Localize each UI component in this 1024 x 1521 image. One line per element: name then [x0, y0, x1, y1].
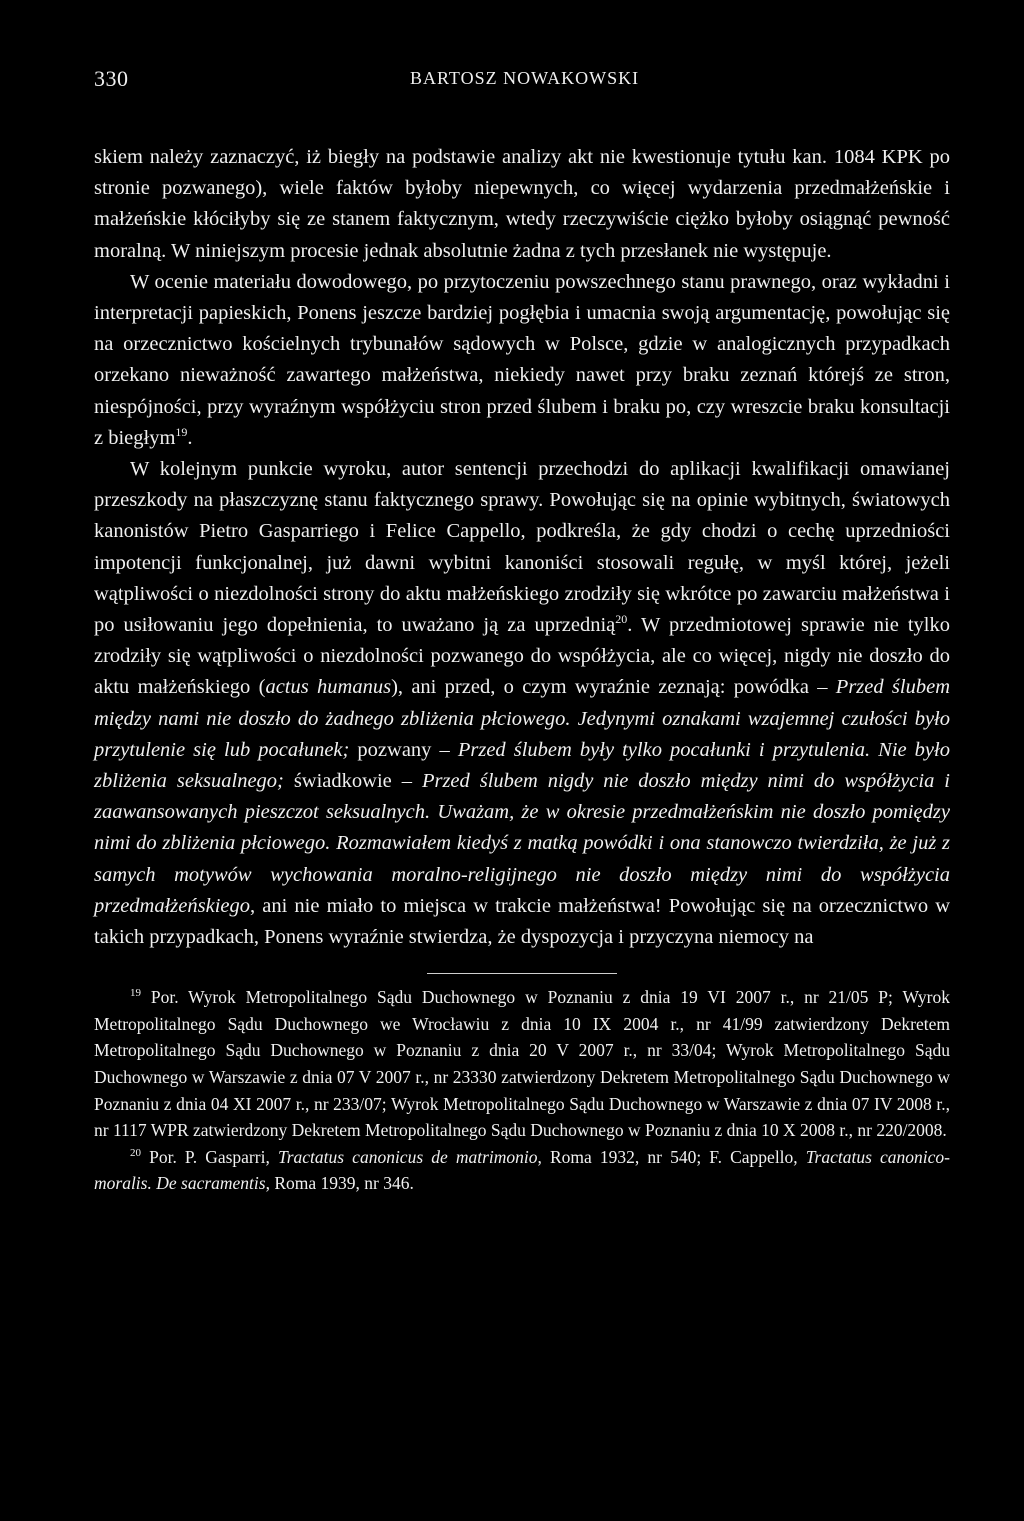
footnote-text: Por. P. Gasparri,	[141, 1146, 278, 1167]
footnote-ref-19[interactable]: 19	[175, 425, 188, 439]
footnote-text: , Roma 1932, nr 540; F. Cappello,	[537, 1146, 806, 1167]
running-title-author: BARTOSZ NOWAKOWSKI	[410, 68, 640, 88]
quote-plaintiff: Przed ślubem między nami nie doszło do żadnego zbliżenia płciowego. Jedynymi oznakami wzajemnej czułości było przytulenie się lub pocałunek;	[94, 676, 951, 761]
book-title: Tractatus canonico-moralis. De sacramentis	[94, 1146, 950, 1194]
footnote-divider	[427, 973, 617, 974]
paragraph-continuation	[94, 142, 950, 267]
quote-respondent: Przed ślubem były tylko pocałunki i przytulenia. Nie było zbliżenia seksualnego;	[94, 738, 950, 793]
latin-term: actus humanus	[265, 676, 392, 699]
paragraph-text: , ani nie miało to miejsca w trakcie małżeństwa! Powołując się na orzecznictwo w takich przypadkach, Ponens wyraźnie stwierdza, że dyspozycja i przyczyna niemocy na	[94, 894, 950, 949]
footnote-text: Por. Wyrok Metropolitalnego Sądu Duchownego w Poznaniu z dnia 19 VI 2007 r., nr 21/05 P; Wyrok Metropolitalnego Sądu Duchownego we Wrocławiu z dnia 10 IX 2004 r., nr 41/99 zatwierdzony Dekretem Metropolitalnego Sądu Duchownego w Poznaniu z dnia 20 V 2007 r., nr 33/04; Wyrok Metropolitalnego Sądu Duchownego w Warszawie z dnia 07 V 2007 r., nr 23330 zatwierdzony Dekretem Metropolitalnego Sądu Duchownego w Poznaniu z dnia 04 XI 2007 r., nr 233/07; Wyrok Metropolitalnego Sądu Duchownego w Warszawie z dnia 07 IV 2008 r., nr 1117 WPR zatwierdzony Dekretem Metropolitalnego Sądu Duchownego w Poznaniu z dnia 10 X 2008 r., nr 220/2008.	[94, 987, 950, 1141]
footnote-ref-20[interactable]: 20	[615, 612, 628, 627]
running-head	[94, 58, 950, 98]
footnote-number: 20	[130, 1147, 141, 1160]
paragraph-text: W ocenie materiału dowodowego, po przytoczeniu powszechnego stanu prawnego, oraz wykładni i interpretacji papieskich, Ponens jeszcze bardziej pogłębia i umacnia swoją argumentację, powołując się na orzecznictwo kościelnych trybunałów sądowych w Polsce, gdzie w analogicznych przypadkach orzekano nieważność zawartego małżeństwa, niekiedy nawet przy braku zeznań którejś ze stron, niespójności, przy wyraźnym współżyciu stron przed ślubem i braku po, czy wreszcie braku konsultacji z biegłym	[94, 270, 950, 449]
quote-witnesses: Przed ślubem nigdy nie doszło między nimi do współżycia i zaawansowanych pieszczot seksualnych. Uważam, że w okresie przedmałżeńskim nie doszło pomiędzy nimi do zbliżenia płciowego. Rozmawiałem kiedyś z matką powódki i ona stanowczo twierdziła, że już z samych motywów wychowania moralno-religijnego nie doszło między nimi do współżycia przedmałżeńskiego	[94, 770, 950, 917]
paragraph-text: świadkowie –	[283, 770, 422, 793]
paragraph-evidence-assessment	[94, 267, 950, 454]
footnote-20	[94, 1144, 950, 1197]
footnote-19	[94, 984, 950, 1144]
footnote-number: 19	[130, 987, 141, 1000]
document-page	[94, 58, 950, 1197]
paragraph-text: . W przedmiotowej sprawie nie tylko zrodziły się wątpliwości o niezdolności pozwanego do współżycia, ale co więcej, nigdy nie doszło do aktu małżeńskiego (	[94, 614, 950, 699]
paragraph-qualification	[94, 454, 950, 953]
paragraph-text: skiem należy zaznaczyć, iż biegły na podstawie analizy akt nie kwestionuje tytułu kan. 1084 KPK po stronie pozwanego), wiele faktów byłoby niepewnych, co więcej wydarzenia przedmałżeńskie i małżeńskie kłóciłyby się ze stanem faktycznym, wtedy rzeczywiście ciężko byłoby osiągnąć pewność moralną. W niniejszym procesie jednak absolutnie żadna z tych przesłanek nie występuje.	[94, 146, 950, 262]
body-text	[94, 142, 950, 953]
paragraph-text-end: .	[187, 426, 193, 449]
page-number: 330	[94, 66, 129, 91]
paragraph-text: W kolejnym punkcie wyroku, autor sentencji przechodzi do aplikacji kwalifikacji omawianej przeszkody na płaszczyznę stanu faktycznego sprawy. Powołując się na opinie wybitnych, światowych kanonistów Pietro Gasparriego i Felice Cappello, podkreśla, że gdy chodzi o cechę uprzedniości impotencji funkcjonalnej, już dawni wybitni kanoniści stosowali regułę, w myśl której, jeżeli wątpliwości o niezdolności strony do aktu małżeńskiego zrodziły się wkrótce po zawarciu małżeństwa i po usiłowaniu jego dopełnienia, to uważano ją za uprzednią	[94, 458, 950, 637]
paragraph-text: pozwany –	[349, 738, 458, 761]
paragraph-text: ), ani przed, o czym wyraźnie zeznają: powódka –	[391, 676, 836, 699]
book-title: Tractatus canonicus de matrimonio	[277, 1146, 538, 1167]
footnotes	[94, 984, 950, 1197]
footnote-text: , Roma 1939, nr 346.	[265, 1173, 414, 1194]
